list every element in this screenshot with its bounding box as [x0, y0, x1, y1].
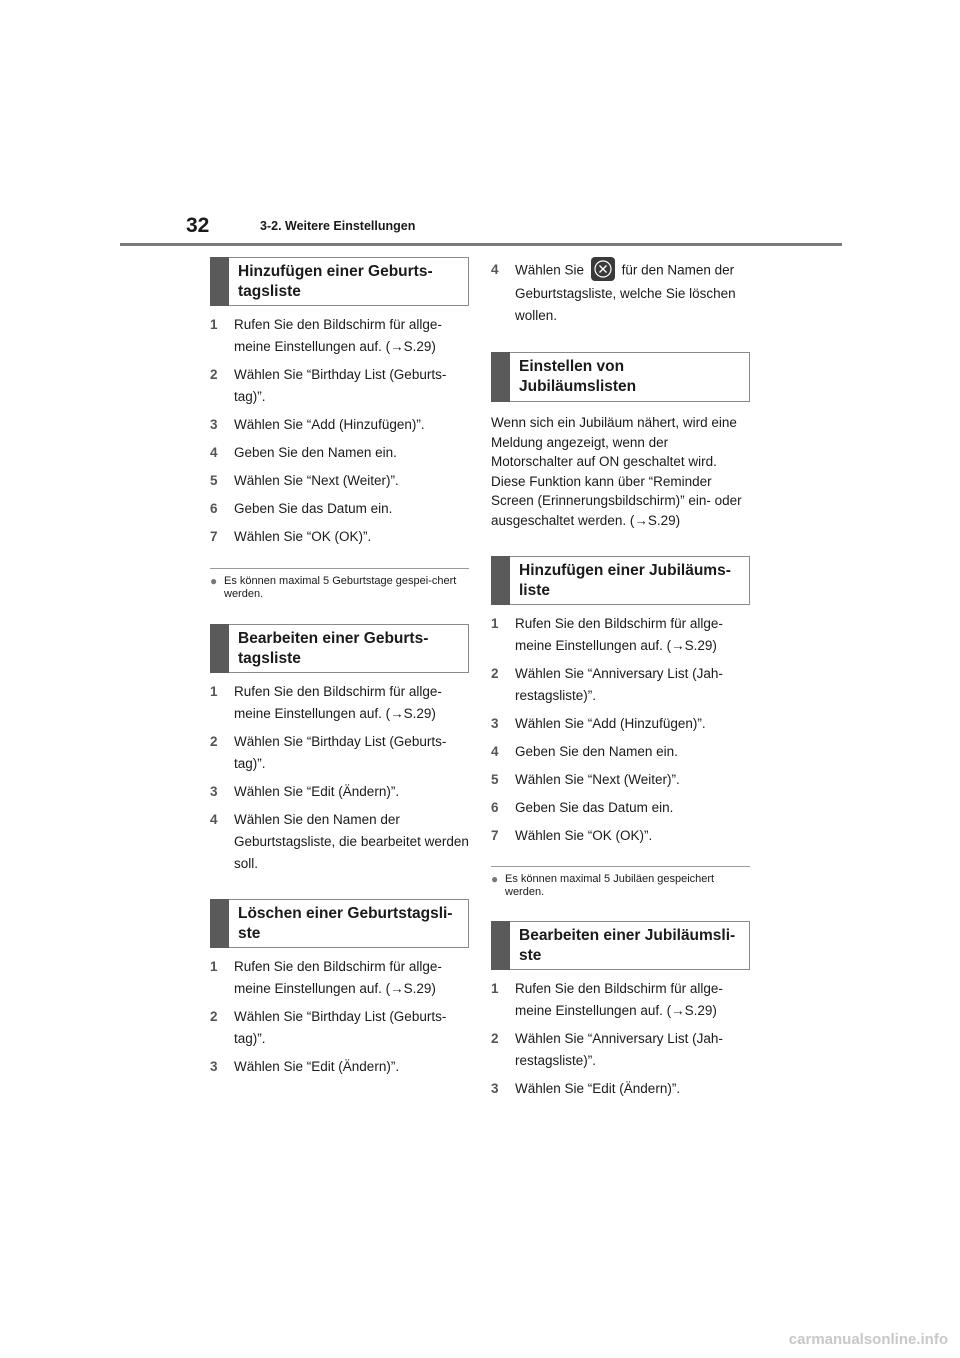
page-number: 32 — [186, 214, 210, 237]
steps-edit-anniversary — [491, 978, 750, 1100]
step-number: 1 — [491, 616, 499, 631]
step-text: Rufen Sie den Bildschirm für allge-meine Einstellungen auf. (→S.29) — [234, 684, 442, 721]
step-text: Wählen Sie “Birthday List (Geburts-tag)”. — [234, 734, 447, 771]
step-item — [210, 809, 469, 875]
step-number: 5 — [210, 473, 218, 488]
step-item — [491, 978, 750, 1022]
step-number: 4 — [210, 812, 218, 827]
bullet-icon: ● — [491, 872, 499, 886]
steps-delete-birthday — [210, 956, 469, 1078]
step-number: 2 — [491, 1031, 499, 1046]
step-text: Wählen Sie “Birthday List (Geburts-tag)”. — [234, 367, 447, 404]
step-item — [210, 681, 469, 725]
step-text: Wählen Sie “Edit (Ändern)”. — [234, 784, 400, 799]
step-item — [210, 470, 469, 492]
step-item — [491, 713, 750, 735]
step-text: Wählen Sie “OK (OK)”. — [234, 529, 372, 544]
step-text: Wählen Sie “Edit (Ändern)”. — [234, 1059, 400, 1074]
step-item — [210, 956, 469, 1000]
section-title: 3-2. Weitere Einstellungen — [260, 219, 416, 233]
step-item — [491, 741, 750, 763]
step-item — [210, 364, 469, 408]
heading-edit-anniversary-list: Bearbeiten einer Jubiläumsli-ste — [491, 921, 750, 970]
step-text: Rufen Sie den Bildschirm für allge-meine Einstellungen auf. (→S.29) — [515, 616, 723, 653]
note-anniversary-max: ● Es können maximal 5 Jubiläen gespeichert werden. — [491, 866, 750, 899]
heading-add-birthday-list: Hinzufügen einer Geburts-tagsliste — [210, 257, 469, 306]
step-text: Wählen Sie “Birthday List (Geburts-tag)”. — [234, 1009, 447, 1046]
step-number: 2 — [210, 734, 218, 749]
delete-step-4: 4 Wählen Sie für den Namen der Geburtstagsliste, welche Sie löschen wollen. — [491, 259, 750, 327]
step-text: Wählen Sie “Next (Weiter)”. — [234, 473, 399, 488]
step-text: Geben Sie das Datum ein. — [234, 501, 393, 516]
heading-edit-birthday-list: Bearbeiten einer Geburts-tagsliste — [210, 624, 469, 673]
steps-add-birthday — [210, 314, 469, 548]
heading-delete-birthday-list: Löschen einer Geburtstagsli-ste — [210, 899, 469, 948]
step-text: Wählen Sie “Add (Hinzufügen)”. — [234, 417, 425, 432]
step-number: 4 — [210, 445, 218, 460]
heading-add-anniversary-list: Hinzufügen einer Jubiläums-liste — [491, 556, 750, 605]
step-text: Wählen Sie “Next (Weiter)”. — [515, 772, 680, 787]
step-text: Wählen Sie “Edit (Ändern)”. — [515, 1081, 681, 1096]
note-birthday-max: ● Es können maximal 5 Geburtstage gespei-chert werden. — [210, 568, 469, 601]
step-item — [210, 1056, 469, 1078]
step-number: 6 — [491, 800, 499, 815]
step-number: 2 — [491, 666, 499, 681]
step-text: Wählen Sie den Namen der Geburtstagsliste, die bearbeitet werden soll. — [234, 812, 469, 871]
step-item — [210, 414, 469, 436]
step-number: 3 — [210, 417, 218, 432]
step-text: Wählen Sie “Anniversary List (Jah-restagsliste)”. — [515, 1031, 723, 1068]
step-text: Wählen Sie “Add (Hinzufügen)”. — [515, 716, 706, 731]
step-number: 6 — [210, 501, 218, 516]
step-text: Geben Sie das Datum ein. — [515, 800, 674, 815]
step-text: Rufen Sie den Bildschirm für allge-meine Einstellungen auf. (→S.29) — [234, 959, 442, 996]
step-number: 1 — [210, 684, 218, 699]
step-number: 1 — [210, 317, 218, 332]
steps-edit-birthday — [210, 681, 469, 875]
step-number: 3 — [210, 1059, 218, 1074]
step-text: Wählen Sie “Anniversary List (Jah-restagsliste)”. — [515, 666, 723, 703]
step-number: 7 — [210, 529, 218, 544]
step-item — [210, 314, 469, 358]
step-item — [491, 797, 750, 819]
step-number: 2 — [210, 367, 218, 382]
step-text: Geben Sie den Namen ein. — [515, 744, 678, 759]
step-number: 1 — [210, 959, 218, 974]
step-item — [491, 769, 750, 791]
step-item — [210, 526, 469, 548]
step-number: 1 — [491, 981, 499, 996]
step-item — [210, 781, 469, 803]
anniversary-settings-text: Wenn sich ein Jubiläum nähert, wird eine Meldung angezeigt, wenn der Motorschalter auf ON geschaltet wird. Diese Funktion kann über “Reminder Screen (Erinnerungsbildschirm)” ein- oder ausgeschaltet werden. (→S.29) — [491, 415, 742, 528]
header-rule — [120, 243, 842, 246]
delete-x-icon — [591, 257, 615, 281]
steps-add-anniversary — [491, 613, 750, 847]
step-item — [491, 1028, 750, 1072]
step-item — [210, 498, 469, 520]
step-number: 7 — [491, 828, 499, 843]
right-column — [491, 257, 750, 1106]
step-item — [210, 731, 469, 775]
step-number: 3 — [210, 784, 218, 799]
bullet-icon: ● — [210, 574, 218, 588]
step-number: 5 — [491, 772, 499, 787]
step-number: 4 — [491, 744, 499, 759]
step-item — [491, 663, 750, 707]
watermark: carmanualsonline.info — [788, 1331, 948, 1348]
step-item — [491, 1078, 750, 1100]
step-item — [491, 825, 750, 847]
step-text: Rufen Sie den Bildschirm für allge-meine Einstellungen auf. (→S.29) — [234, 317, 442, 354]
step-number: 3 — [491, 716, 499, 731]
step-number: 2 — [210, 1009, 218, 1024]
step-text: Geben Sie den Namen ein. — [234, 445, 397, 460]
step-text: Rufen Sie den Bildschirm für allge-meine Einstellungen auf. (→S.29) — [515, 981, 723, 1018]
step-item — [210, 442, 469, 464]
heading-anniversary-settings: Einstellen von Jubiläumslisten — [491, 352, 750, 402]
step-number: 3 — [491, 1081, 499, 1096]
left-column — [210, 257, 469, 1084]
step-text: Wählen Sie “OK (OK)”. — [515, 828, 653, 843]
step-item — [491, 613, 750, 657]
step-item — [210, 1006, 469, 1050]
